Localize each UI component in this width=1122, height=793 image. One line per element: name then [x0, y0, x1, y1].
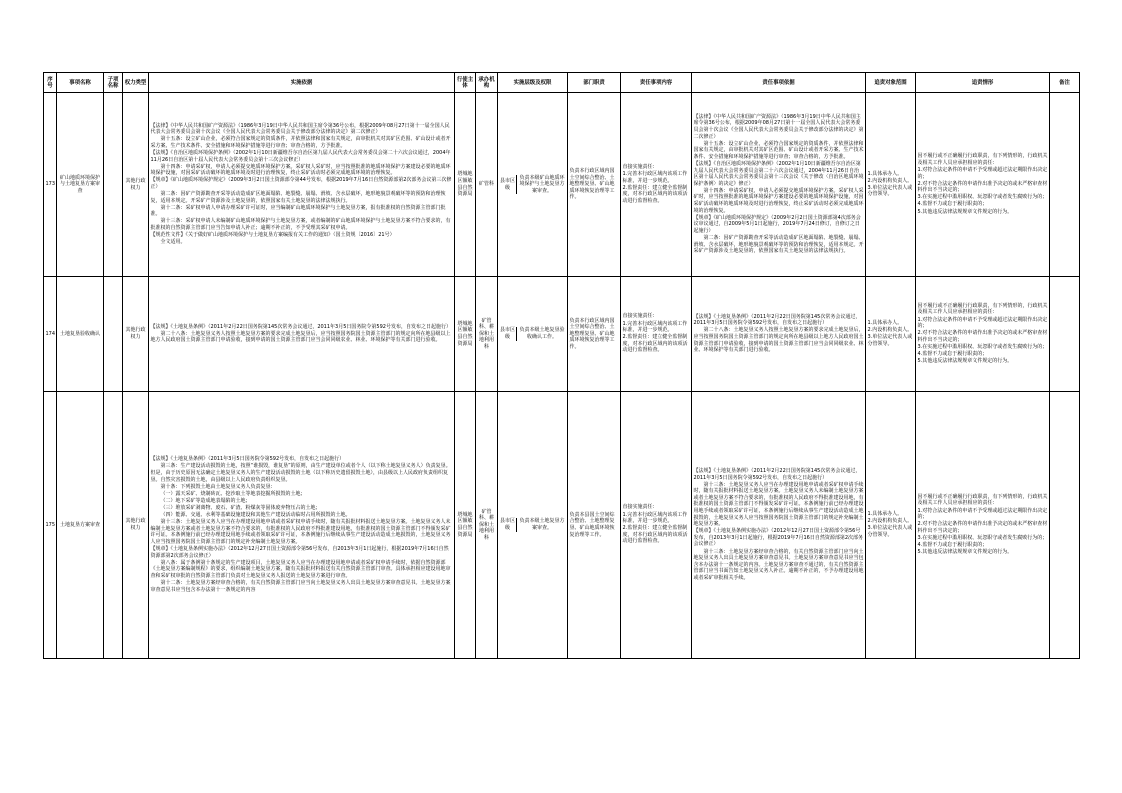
basis-line: 【规章】《矿山地质环境保护规定》（2009年3月2日国土资源部令第44号发布，根据2019年7月16日自然资源部第2次部务会议第三次修正）	[150, 177, 452, 190]
target-line: 3.单位法定代表人或分管领导。	[867, 184, 913, 198]
table-row	[44, 392, 1080, 659]
situation-line: 3.在实施过程中滥用职权、玩忽职守或者发生腐败行为的；	[917, 194, 1048, 201]
accountability-target	[866, 93, 916, 277]
basis-line: 【法律】《中华人民共和国矿产资源法》（1986年3月19日中华人民共和国主席令第36号公布，根据2009年08月27日第十一届全国人民代表大会常务委员会第十次会议《全国人民代表大会常务委员会关于修改部分法律的决定》第二次修正）	[150, 122, 450, 136]
header-cell: 行使主体	[455, 73, 476, 93]
table-row	[44, 277, 1080, 392]
handling-org: 矿管科、耕保和土地利用科	[476, 392, 498, 659]
situation-line: 2.对不符合法定条件的申请作出准予决定的或未严格审查材料作出不当决定的；	[917, 330, 1048, 343]
item-name: 土地复垦验收确认	[57, 277, 104, 392]
content-line: 1.完善本行政区域内该项工作标准，并进一步规范。	[622, 171, 688, 184]
target-line: 1.具体承办人。	[867, 320, 903, 327]
power-scope: 负责本级矿山地质环境保护与土地复垦方案审查。	[516, 175, 566, 195]
rbasis-line: 【法律】《中华人民共和国矿产资源法》（1986年3月19日中华人民共和国主席令第36号公布，根据2009年08月27日第十一届全国人民代表大会常务委员会第十次会议《全国人民代表大会常务委员会关于修改部分法律的决定》第二次修正）	[693, 113, 864, 140]
content-line: 1.完善本行政区域内该项工作标准，并进一步规范。	[622, 320, 688, 334]
content-line: 直接实施责任：	[622, 163, 658, 170]
rbasis-line: 第二十八条：土地复垦义务人按照土地复垦方案的要求完成土地复垦后，应当按照国务院国土资源主管部门的规定向所在地县级以上地方人民政府国土资源主管部门申请验收，接到申请的国土资源主管部门应当会同同级农业、林业、环境保护等有关部门进行验收。	[693, 327, 864, 354]
implementation-basis	[149, 93, 455, 277]
handling-org: 矿管科、耕保和土地利用科	[476, 277, 498, 392]
rbasis-line: 【规章】《土地复垦条例实施办法》（2012年12月27日国土资源部令第56号发布，自2013年3月1日起施行，根据2019年7月16日自然资源部第2次部务会议修正）	[693, 528, 864, 548]
content-line: 直接实施责任：	[622, 504, 658, 511]
situation-line: 5.其他违反法律法规规章文件规定的行为。	[917, 549, 1013, 556]
situation-line: 因不履行或不正确履行行政职责，有下列情形的，行政机关及相关工作人员应承担相应的责任：	[917, 302, 1048, 316]
header-cell: 实施依据	[149, 73, 455, 93]
basis-line: 第十条：下列损毁土地由土地复垦义务人负责复垦：	[160, 483, 276, 490]
rbasis-line: 第十四条：申请采矿权，申请人必须提交地质环境保护方案。采矿权人采矿时，应当按照批准的地质环境保护方案建设必要的地质环境保护设施，对因采矿活动破坏的地质环境及时进行治理恢复，终止采矿活动时必须完成地质环境的治理恢复。	[693, 187, 864, 214]
remarks	[1050, 277, 1080, 392]
power-list-table	[43, 72, 1080, 659]
responsibility-content	[621, 392, 692, 659]
power-scope: 负责本级土地复垦验收确认工作。	[516, 327, 566, 340]
situation-line: 4.监督不力或怠于履行职责的；	[917, 541, 988, 548]
basis-line: 第十三条：土地复垦义务人应当在办理建设用地申请或者采矿权申请手续时，随有关报批材料报送土地复垦方案。土地复垦义务人未编制土地复垦方案或者土地复垦方案不符合要求的，有批准权的人民政府不得批准建设用地，有批准权的国土资源主管部门不得颁发采矿许可证。本条例施行前已经办理建设用地手续或者领取采矿许可证，本条例施行后继续从事生产建设活动造成土地损毁的，土地复垦义务人应当按照国务院国土资源主管部门的规定补充编制土地复垦方案。	[150, 519, 451, 545]
accountability-target	[866, 392, 916, 659]
basis-line: 第三条：生产建设活动损毁的土地，按照“谁损毁，谁复垦”的原则，由生产建设单位或者个人（以下称土地复垦义务人）负责复垦。但是，由于历史原因无法确定土地复垦义务人的生产建设活动损毁的土地（以下称历史遗留损毁土地），由县级以上人民政府负责组织复垦。自然灾害损毁的土地，由县级以上人民政府负责组织复垦。	[150, 463, 451, 483]
header-cell: 责任事项依据	[692, 73, 866, 93]
header-cell: 事项名称	[57, 73, 104, 93]
responsibility-content	[621, 277, 692, 392]
basis-line: （二）地下采矿等造成地表塌陷的土地；	[160, 497, 251, 504]
situation-line: 3.在实施过程中滥用职权、玩忽职守或者发生腐败行为的；	[917, 343, 1048, 350]
situation-line: 3.在实施过程中滥用职权、玩忽职守或者发生腐败行为的；	[917, 534, 1048, 541]
basis-line: 第十三条：采矿权申请人未编制矿山地质环境保护与土地复垦方案，或者编制的矿山地质环境保护与土地复垦方案不符合要求的，有批准权的自然资源主管部门应当告知申请人补正；逾期不补正的，不予受理其采矿权申请。	[150, 218, 451, 232]
department-duty: 负责本县国土空间综合整治、土地整理复垦、矿山地质环境恢复治理等工作。	[568, 392, 621, 659]
rbasis-line: 【法规】《土地复垦条例》（2011年2月22日国务院第145次常务会议通过，2011年3月5日国务院令第592号发布，自发布之日起施行）	[693, 313, 861, 327]
sub-item-name	[104, 93, 123, 277]
header-cell: 追责情形	[916, 73, 1050, 93]
header-row	[44, 73, 1080, 93]
header-cell: 责任事项内容	[621, 73, 692, 93]
target-line: 3.单位法定代表人或分管领导。	[867, 334, 913, 347]
rbasis-line: 第二条：因矿产资源勘查开采等活动造成矿区地面塌陷、地裂缝、崩塌、滑坡、含水层破坏，地形地貌景观破坏等的预防和治理恢复，适用本规定。开采矿产资源涉及土地复垦的，依照国家有关土地复垦的法律法规执行。	[693, 234, 864, 255]
responsibility-content	[621, 93, 692, 277]
level: 县市区级	[499, 518, 515, 531]
level-and-power	[498, 277, 568, 392]
basis-line: 【法规】《土地复垦条例》（2011年3月5日国务院令第592号发布，自发布之日起施行）	[150, 456, 345, 463]
basis-line: 第十四条：申请采矿权，申请人必须提交地质环境保护方案。采矿权人采矿时，应当按照批准的地质环境保护方案建设必要的地质环境保护设施，对因采矿活动破坏的地质环境及时进行治理恢复，终止采矿活动时必须完成地质环境的治理恢复。	[150, 163, 451, 177]
level: 县市区级	[499, 177, 515, 191]
target-line: 1.具体承办人。	[867, 170, 903, 177]
basis-line: 第二十八条：土地复垦义务人按照土地复垦方案的要求完成土地复垦后，应当按照国务院国土资源主管部门的规定向所在地县级以上地方人民政府国土资源主管部门申请验收，接到申请的国土资源主管部门应当会同同级农业、林业、环境保护等有关部门进行验收。	[150, 330, 451, 344]
basis-line: 【规章】《土地复垦条例实施办法》（2012年12月27日国土资源部令第56号发布，自2013年3月1日起施行，根据2019年7月16日自然资源部第2次部务会议修正）	[150, 546, 449, 559]
accountability-situation	[916, 93, 1050, 277]
item-name: 土地复垦方案审查	[57, 392, 104, 659]
situation-line: 因不履行或不正确履行行政职责，有下列情形的，行政机关及相关工作人员应承担相应的责任：	[917, 493, 1048, 507]
header-cell: 备注	[1050, 73, 1080, 93]
remarks	[1050, 392, 1080, 659]
row-number: 174	[44, 277, 57, 392]
header-cell: 追责对象范围	[866, 73, 916, 93]
power-type: 其他行政权力	[123, 277, 149, 392]
level: 县市区级	[499, 327, 515, 340]
sub-item-name	[104, 392, 123, 659]
remarks	[1050, 93, 1080, 277]
row-number: 175	[44, 392, 57, 659]
level-and-power	[498, 392, 568, 659]
department-duty: 负责本行政区域内国土空间综合整治、土地整理复垦、矿山地质环境恢复治理等工作。	[568, 277, 621, 392]
power-type: 其他行政权力	[123, 93, 149, 277]
exercising-subject: 塔城地区额敏县自然资源局	[455, 93, 476, 277]
responsibility-basis	[692, 277, 866, 392]
item-name: 矿山地质环境保护与土地复垦方案审查	[57, 93, 104, 277]
accountability-target	[866, 277, 916, 392]
header-cell: 实施层级及权限	[498, 73, 568, 93]
implementation-basis	[149, 277, 455, 392]
table-row	[44, 93, 1080, 277]
accountability-situation	[916, 277, 1050, 392]
basis-line: 【法规】《自治区地质环境保护条例》（2002年1月10日新疆维吾尔自治区第九届人民代表大会常务委员会第二十六次会议通过，2004年11月26日自治区第十届人民代表大会常务委员会第十三次会议修正）	[150, 150, 451, 163]
row-number: 173	[44, 93, 57, 277]
situation-line: 4.监督不力或怠于履行职责的；	[917, 201, 988, 208]
header-cell: 部门职责	[568, 73, 621, 93]
responsibility-basis	[692, 392, 866, 659]
situation-line: 2.对不符合法定条件的申请作出准予决定的或未严格审查材料作出不当决定的；	[917, 521, 1048, 534]
responsibility-basis	[692, 93, 866, 277]
basis-line: 第十五条：设立矿山企业，必须符合国家规定的资质条件，并依照法律和国家有关规定，由审批机关对其矿区范围、矿山设计或者开采方案、生产技术条件、安全措施和环境保护措施等进行审查；审查合格的，方予批准。	[150, 136, 451, 149]
situation-line: 5.其他违反法律法规规章文件规定的行为。	[917, 358, 1013, 365]
exercising-subject: 塔城地区额敏县自然资源局	[455, 277, 476, 392]
basis-line: （三）堆放采矿剥离物、废石、矿渣、粉煤灰等固体废弃物压占的土地；	[160, 504, 321, 511]
basis-line: 第十二条：采矿权申请人申请办理采矿许可证时，应当编制矿山地质环境保护与土地复垦方案，报有批准权的自然资源主管部门批准。	[150, 204, 446, 218]
rbasis-line: 【法规】《自治区地质环境保护条例》（2002年1月10日新疆维吾尔自治区第九届人民代表大会常务委员会第二十六次会议通过，2004年11月26日自治区第十届人民代表大会常务委员会第十三次会议《关于修改〈自治区地质环境保护条例〉的决定》修正）	[693, 160, 864, 187]
situation-line: 2.对不符合法定条件的申请作出准予决定的或未严格审查材料作出不当决定的；	[917, 180, 1048, 194]
target-line: 2.内设机构负责人。	[867, 327, 913, 334]
situation-line: 1.对符合法定条件的申请不予受理或超过法定期限作出决定的；	[917, 167, 1048, 180]
basis-line: （四）能源、交通、水利等基础设施建设和其他生产建设活动临时占用所损毁的土地。	[160, 512, 351, 519]
situation-line: 1.对符合法定条件的申请不予受理或超过法定期限作出决定的；	[917, 316, 1048, 330]
level-and-power	[498, 93, 568, 277]
implementation-basis	[149, 392, 455, 659]
power-type: 其他行政权力	[123, 392, 149, 659]
basis-line: 【法规】《土地复垦条例》（2011年2月22日国务院第145次常务会议通过，2011年3月5日国务院令第592号发布，自发布之日起施行）	[150, 323, 451, 330]
basis-line: （一）露天采矿、烧制砖瓦、挖沙取土等地表挖掘所损毁的土地；	[160, 490, 306, 497]
situation-line: 因不履行或不正确履行行政职责，有下列情形的，行政机关及相关工作人员应承担相应的责任：	[917, 153, 1048, 166]
basis-line: 全文适用。	[160, 239, 186, 246]
header-cell: 序号	[44, 73, 57, 93]
sub-item-name	[104, 277, 123, 392]
content-line: 2.监督责任：建立健全监督制度，对本行政区域内的该项活动进行监督检查。	[622, 525, 688, 545]
header-cell: 子项名称	[104, 73, 123, 93]
target-line: 3.单位法定代表人或分管领导。	[867, 525, 913, 538]
accountability-situation	[916, 392, 1050, 659]
target-line: 1.具体承办人。	[867, 511, 903, 518]
header-cell: 权力类型	[123, 73, 149, 93]
content-line: 1.完善本行政区域内该项工作标准，并进一步规范。	[622, 511, 688, 525]
rbasis-line: 【法规】《土地复垦条例》（2011年2月22日国务院第145次常务会议通过，2011年3月5日国务院令第592号发布，自发布之日起施行）	[693, 467, 861, 481]
handling-org: 矿管科	[476, 93, 498, 277]
rbasis-line: 第十三条：土地复垦方案经审查合格的，有关自然资源主管部门应当向土地复垦义务人出具土地复垦方案审查意见书。土地复垦方案审查意见书应当包含本办法第十一条规定的内容。土地复垦方案审查不通过的，有关自然资源主管部门应当书面告知土地复垦义务人补正。逾期不补正的，不予办理建设用地或者采矿审批相关手续。	[693, 548, 864, 581]
content-line: 2.监督责任：建立健全监督制度，对本行政区域内的该项活动进行监督检查。	[622, 334, 688, 354]
content-line: 2.监督责任：建立健全监督制度，对本行政区域内的该项活动进行监督检查。	[622, 184, 688, 204]
basis-line: 第八条：属于条例第十条规定的生产建设项目，土地复垦义务人应当在办理建设用地申请或者采矿权申请手续时，依据自然资源部《土地复垦方案编制规程》的要求，组织编制土地复垦方案，随有关报批材料报送有关自然资源主管部门审查。具体承担相应建设用地审查和采矿权审批的自然资源主管部门负责对土地复垦义务人报送的土地复垦方案进行审查。	[150, 559, 451, 579]
rbasis-line: 第十三条：土地复垦义务人应当在办理建设用地申请或者采矿权申请手续时，随有关报批材料报送土地复垦方案。土地复垦义务人未编制土地复垦方案或者土地复垦方案不符合要求的，有批准权的人民政府不得批准建设用地，有批准权的国土资源主管部门不得颁发采矿许可证。本条例施行前已经办理建设用地手续或者领取采矿许可证，本条例施行后继续从事生产建设活动造成土地损毁的，土地复垦义务人应当按照国务院国土资源主管部门的规定补充编制土地复垦方案。	[693, 481, 864, 528]
situation-line: 5.其他违反法律法规规章文件规定的行为。	[917, 208, 1013, 215]
target-line: 2.内设机构负责人。	[867, 518, 913, 525]
situation-line: 4.监督不力或怠于履行职责的；	[917, 350, 988, 357]
content-line: 直接实施责任：	[622, 313, 658, 320]
power-scope: 负责本级土地复垦方案审查。	[516, 518, 566, 531]
target-line: 2.内设机构负责人。	[867, 177, 913, 184]
basis-line: 【规范性文件】《关于做好矿山地质环境保护与土地复垦方案编报有关工作的通知》（国土资规〔2016〕21号）	[150, 232, 395, 239]
basis-line: 第十二条：土地复垦方案经审查合格的，有关自然资源主管部门应当向土地复垦义务人出具土地复垦方案审查意见书。土地复垦方案审查意见书应当包含本办法第十一条规定的内容	[150, 580, 451, 593]
rbasis-line: 【规章】《矿山地质环境保护规定》（2009年2月2日国土资源部第4次部务会议审议通过，自2009年5月1日起施行，2019年7月24日修订，自修订之日起施行）	[693, 214, 861, 234]
exercising-subject: 塔城地区额敏县自然资源局	[455, 392, 476, 659]
situation-line: 1.对符合法定条件的申请不予受理或超过法定期限作出决定的；	[917, 507, 1048, 521]
header-cell: 承办机构	[476, 73, 498, 93]
department-duty: 负责本行政区域内国土空间综合整治、土地整理复垦、矿山地质环境恢复治理等工作。	[568, 93, 621, 277]
basis-line: 第二条：因矿产资源勘查开采等活动造成矿区地面塌陷、地裂缝、崩塌、滑坡、含水层破坏，地形地貌景观破坏等的预防和治理恢复，适用本规定。开采矿产资源涉及土地复垦的，依照国家有关土地复垦的法律法规执行。	[150, 191, 446, 204]
rbasis-line: 第十五条：设立矿山企业，必须符合国家规定的资质条件，并依照法律和国家有关规定，由审批机关对其矿区范围、矿山设计或者开采方案、生产技术条件、安全措施和环境保护措施等进行审查；审查合格的，方予批准。	[693, 140, 864, 160]
